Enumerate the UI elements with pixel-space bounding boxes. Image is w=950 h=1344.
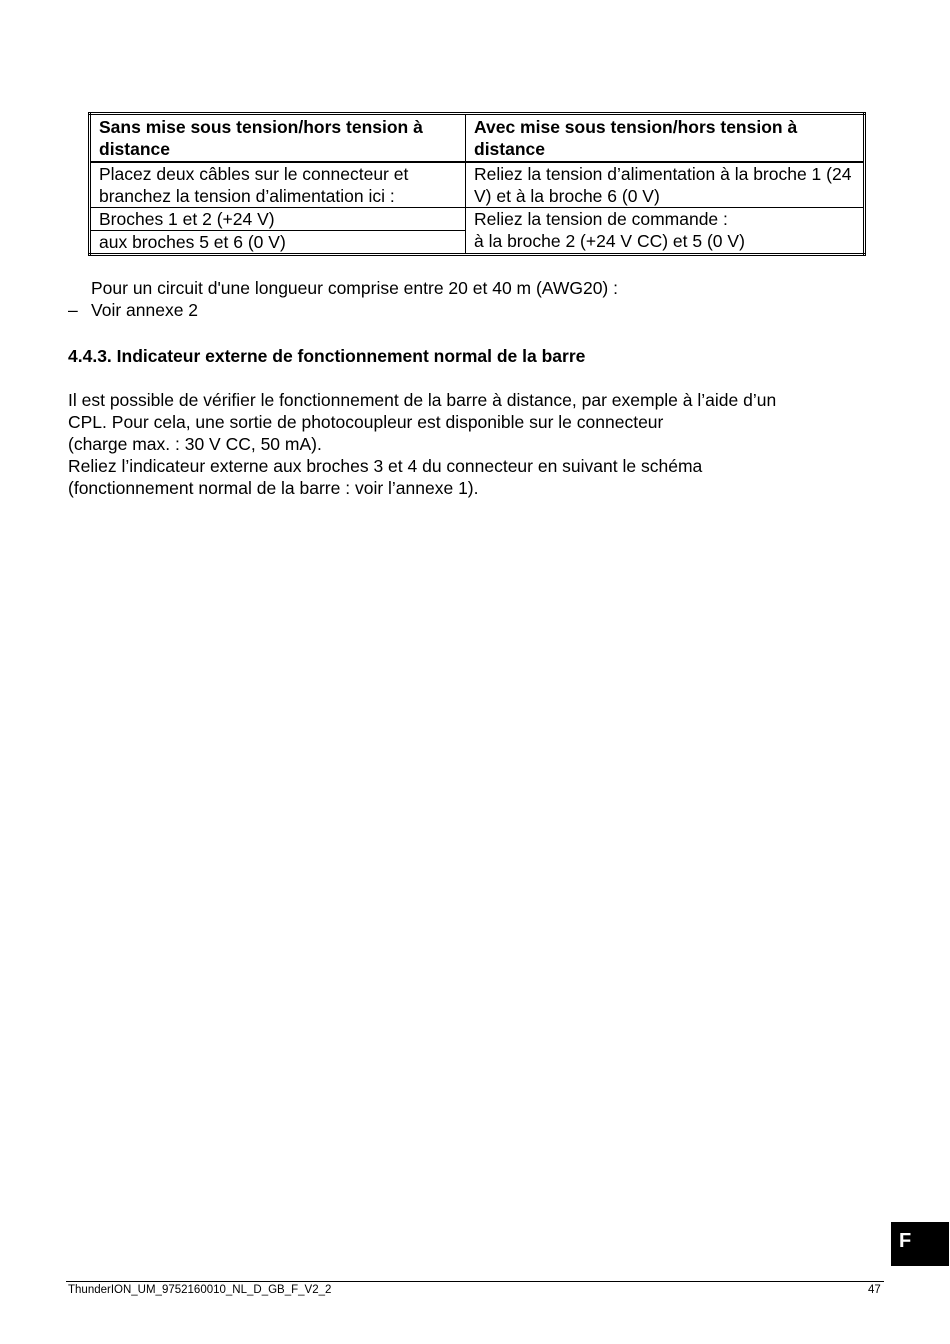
- table-cell-line: Reliez la tension de commande :: [474, 209, 728, 229]
- paragraph-line: (charge max. : 30 V CC, 50 mA).: [68, 434, 322, 454]
- page-number: 47: [868, 1284, 881, 1296]
- table-header-left: Sans mise sous tension/hors tension à distance: [90, 114, 466, 163]
- paragraph-line: CPL. Pour cela, une sortie de photocoupleur est disponible sur le connecteur: [68, 412, 664, 432]
- table-cell: aux broches 5 et 6 (0 V): [90, 231, 466, 255]
- wiring-table: [88, 112, 866, 256]
- list-item-text: Voir annexe 2: [91, 300, 199, 320]
- footer-document-id: ThunderION_UM_9752160010_NL_D_GB_F_V2_2: [68, 1284, 332, 1296]
- table-cell: Broches 1 et 2 (+24 V): [90, 208, 466, 231]
- table-row: [90, 208, 865, 231]
- paragraph-line: Reliez l’indicateur externe aux broches 3 et 4 du connecteur en suivant le schéma: [68, 456, 703, 476]
- table-cell: Reliez la tension d’alimentation à la broche 1 (24 V) et à la broche 6 (0 V): [466, 162, 865, 208]
- table-cell: [466, 208, 865, 255]
- bullet-dash: –: [68, 300, 78, 320]
- intro-text: Pour un circuit d'une longueur comprise entre 20 et 40 m (AWG20) :: [91, 278, 618, 298]
- paragraph-line: (fonctionnement normal de la barre : voir l’annexe 1).: [68, 478, 479, 498]
- footer-divider: [66, 1281, 884, 1282]
- list-item: [68, 299, 198, 321]
- section-heading: 4.4.3. Indicateur externe de fonctionnement normal de la barre: [68, 346, 586, 366]
- table-cell: Placez deux câbles sur le connecteur et branchez la tension d’alimentation ici :: [90, 162, 466, 208]
- table-row: [90, 162, 865, 208]
- table-header-row: [90, 114, 865, 163]
- body-paragraph: [68, 389, 776, 499]
- table-cell-line: à la broche 2 (+24 V CC) et 5 (0 V): [474, 231, 745, 251]
- table-header-right: Avec mise sous tension/hors tension à distance: [466, 114, 865, 163]
- language-section-tab: F: [891, 1222, 949, 1266]
- paragraph-line: Il est possible de vérifier le fonctionnement de la barre à distance, par exemple à l’aide d’un: [68, 390, 777, 410]
